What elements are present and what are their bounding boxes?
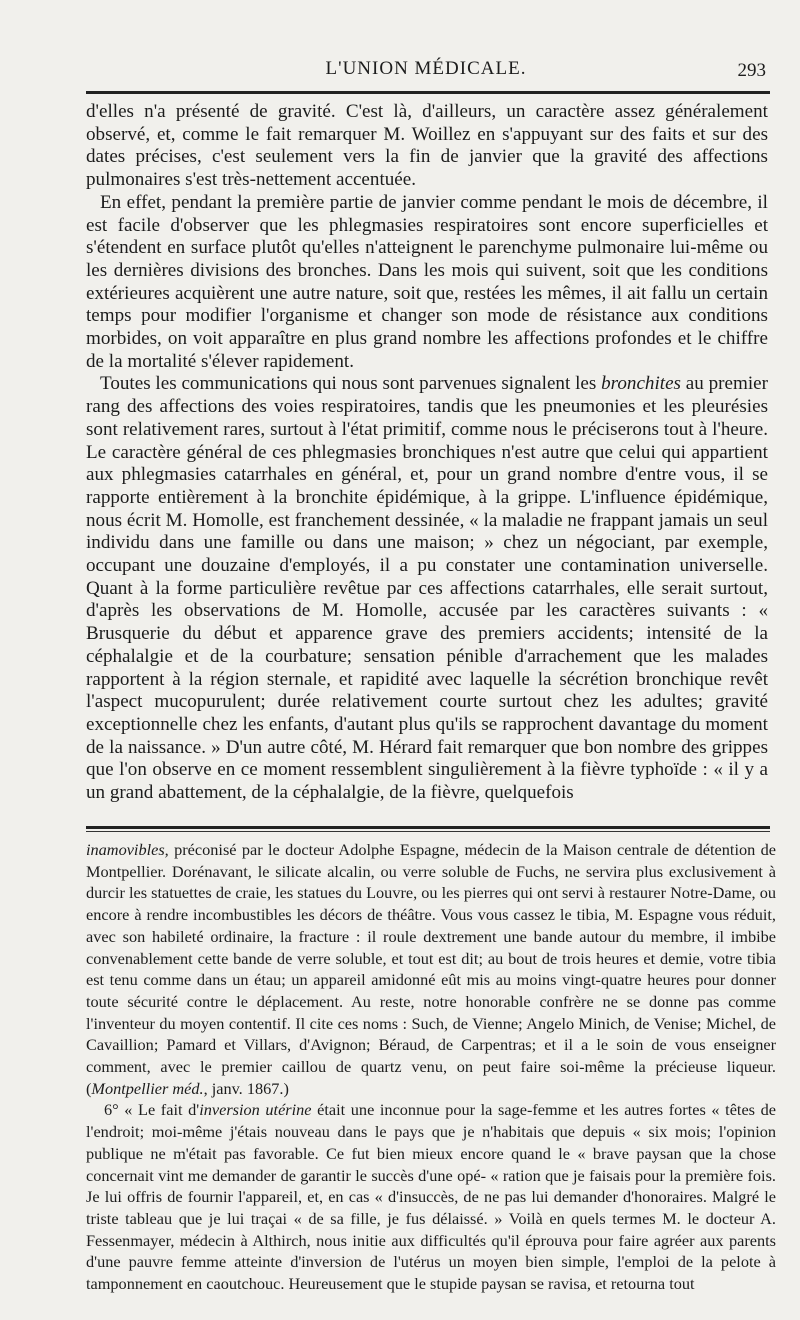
journal-title: L'UNION MÉDICALE. (325, 58, 527, 79)
note-1 (86, 839, 776, 1099)
main-article-text (86, 101, 768, 805)
note-2-text: était une inconnue pour la sage-femme et les autres fortes « têtes de l'endroit; moi-même j'étais nouveau dans le pays que je n'habitais que depuis « six mois; l'opinion publique ne m'était pas favorable. Ce fut bien mieux encore quand le « brave paysan que la chose concernait vint me demander de garantir le succès d'une opé- « ration que je faisais pour la première fois. Je lui offris de fournir l'appareil, et, en cas « d'insuccès, de ne pas lui demander d'honoraires. Malgré le triste tableau que je lui traçai « de sa fille, je fus délaissé. » Voilà en quels termes M. le docteur A. Fessenmayer, médecin à Althirch, nous initie aux difficultés qu'il éprouva pour faire agréer aux parents d'une pauvre femme atteinte d'inversion de l'utérus un moyen bien simple, l'emploi de la pelote à tamponnement en caoutchouc. Heureusement que le stupide paysan se ravisa, et retourna tout (86, 1100, 777, 1294)
feuilleton-rule (86, 826, 770, 829)
feuilleton-notes (86, 839, 776, 1295)
note-1-citation: Montpellier méd. (91, 1078, 204, 1098)
note-2 (86, 1099, 776, 1294)
note-1-end: , janv. 1867.) (203, 1078, 289, 1098)
page-number: 293 (737, 60, 766, 81)
paragraph-3-italic: bronchites (601, 373, 681, 395)
paragraph-1: d'elles n'a présenté de gravité. C'est là, d'ailleurs, un caractère assez généralement observé, et, comme le fait remarquer M. Woillez en s'appuyant sur des faits et sur des dates précises, c'est seulement vers la fin de janvier que la gravité des affections pulmonaires s'est très-nettement accentuée. (86, 101, 768, 191)
note-1-text: préconisé par le docteur Adolphe Espagne, médecin de la Maison centrale de détention de Montpellier. Dorénavant, le silicate alcalin, ou verre soluble de Fuchs, ne servira plus exclusivement à durcir les statuettes de craie, les statues du Louvre, ou les pierres qui ont servi à restaurer Notre-Dame, ou encore à rendre incombustibles les décors de théâtre. Vous vous cassez le tibia, M. Espagne vous réduit, avec son habileté ordinaire, la fracture : il roule dextrement une bande autour du membre, il imbibe convenablement cette bande de verre soluble, et tout est dit; au bout de trois heures et demie, votre tibia est tenu comme dans un étau; un appareil amidonné eût mis au moins vingt-quatre heures pour donner toute sécurité contre le déplacement. Au reste, notre honorable confrère ne se donne pas comme l'inventeur du moyen contentif. Il cite ces noms : Such, de Vienne; Angelo Minich, de Venise; Michel, de Cavaillion; Pamard et Villars, d'Avignon; Béraud, de Carpentras; et il a le soin de vous enseigner comment, avec le premier caillou de quartz venu, on peut faire soi-même la précieuse liqueur. ( (86, 840, 776, 1098)
paragraph-2: En effet, pendant la première partie de janvier comme pendant le mois de décembre, il est facile d'observer que les phlegmasies respiratoires sont encore superficielles et s'étendent en surface plutôt qu'elles n'atteignent le parenchyme pulmonaire lui-même ou les dernières divisions des bronches. Dans les mois qui suivent, soit que les conditions extérieures acquièrent une autre nature, soit que, restées les mêmes, il ait fallu un certain temps pour modifier l'organisme et changer son mode de résistance aux conditions morbides, on voit apparaître en plus grand nombre les affections profondes et le chiffre de la mortalité s'élever rapidement. (86, 191, 768, 372)
note-2-italic: inversion utérine (199, 1100, 312, 1120)
note-2-start: 6° « Le fait d' (104, 1100, 200, 1120)
paragraph-3-text-a: Toutes les communications qui nous sont parvenues signalent les (100, 373, 602, 395)
paragraph-3 (86, 373, 768, 804)
paragraph-3-text-b: au premier rang des affections des voies respiratoires, tandis que les pneumonies et les pleurésies sont relativement rares, surtout à l'état primitif, comme nous le préciserons tout à l'heure. Le caractère général de ces phlegmasies bronchiques n'est autre que celui qui appartient aux phlegmasies catarrhales en général, et, pour un grand nombre d'entre vous, il se rapporte entièrement à la bronchite épidémique, à la grippe. L'influence épidémique, nous écrit M. Homolle, est franchement dessinée, « la maladie ne frappant jamais un seul individu dans une famille ou dans une maison; » chez un négociant, par exemple, occupant une douzaine d'employés, il a pu constater une contamination universelle. Quant à la forme particulière revêtue par ces affections catarrhales, elle serait surtout, d'après les observations de M. Homolle, accusée par les caractères suivants : « Brusquerie du début et apparence grave des premiers accidents; intensité de la céphalalgie et de la courbature; sensation pénible d'arrachement que les malades rapportent à la région sternale, et rapidité avec laquelle la sécrétion bronchique revêt l'aspect mucopurulent; durée relativement courte surtout chez les adultes; gravité exceptionnelle chez les enfants, d'autant plus qu'ils se rapprochent davantage du moment de la naissance. » D'un autre côté, M. Hérard fait remarquer que bon nombre des grippes que l'on observe en ce moment ressemblent singulièrement à la fièvre typhoïde : « il y a un grand abattement, de la céphalalgie, de la fièvre, quelquefois (86, 373, 768, 804)
feuilleton-rule-thin (86, 831, 770, 832)
header-rule (86, 91, 770, 94)
running-header (86, 52, 766, 86)
note-1-italic: inamovibles, (86, 840, 169, 859)
